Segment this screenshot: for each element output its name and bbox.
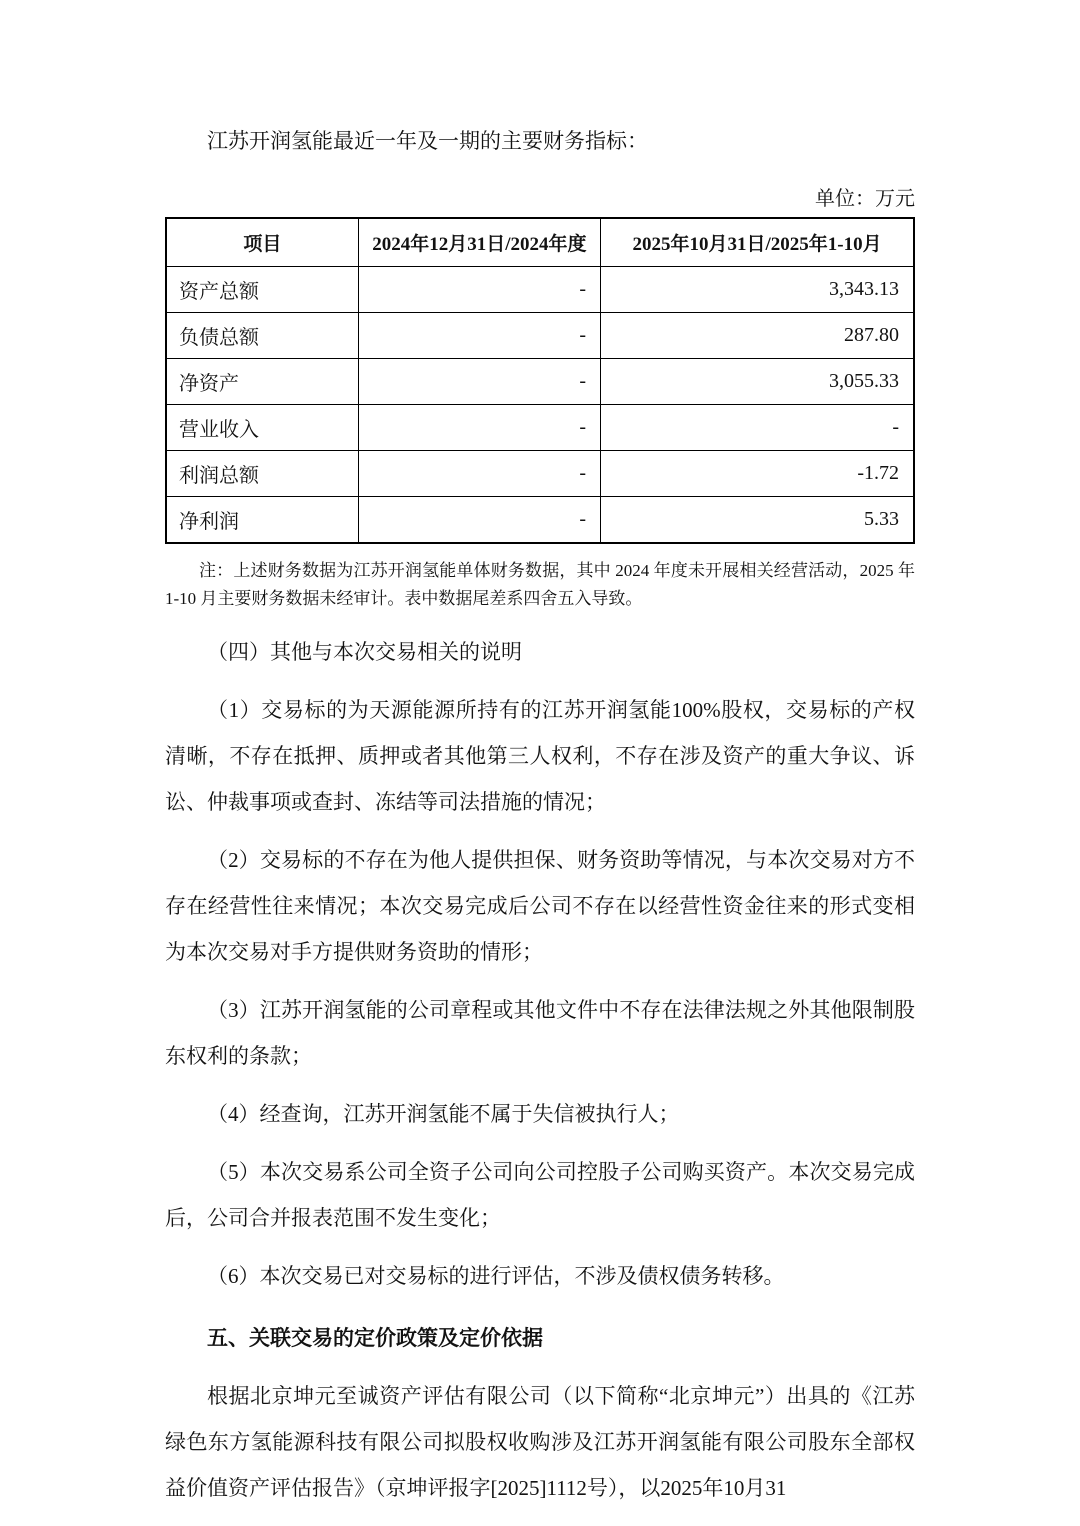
cell-2024: - [358,267,600,313]
cell-2025: 287.80 [601,313,914,359]
col-header-2024: 2024年12月31日/2024年度 [358,218,600,267]
section4-paragraph-6: （6）本次交易已对交易标的进行评估，不涉及债权债务转移。 [207,1264,785,1288]
cell-2025: 5.33 [601,497,914,544]
section5-paragraph: 根据北京坤元至诚资产评估有限公司（以下简称“北京坤元”）出具的《江苏绿色东方氢能源科技有限公司拟股权收购涉及江苏开润氢能有限公司股东全部权益价值资产评估报告》（京坤评报字[2025]1112号），以2025年10月31 [165,1384,915,1500]
table-row [166,313,914,359]
section5-heading: 五、关联交易的定价政策及定价依据 [207,1326,543,1350]
row-label: 利润总额 [166,451,358,497]
section4-paragraph-1: （1）交易标的为天源能源所持有的江苏开润氢能100%股权，交易标的产权清晰，不存在抵押、质押或者其他第三人权利，不存在涉及资产的重大争议、诉讼、仲裁事项或查封、冻结等司法措施的情况； [165,698,915,814]
table-row [166,359,914,405]
table-row [166,497,914,544]
row-label: 负债总额 [166,313,358,359]
cell-2025: 3,055.33 [601,359,914,405]
col-header-2025: 2025年10月31日/2025年1-10月 [601,218,914,267]
row-label: 净资产 [166,359,358,405]
section4-paragraph-3: （3）江苏开润氢能的公司章程或其他文件中不存在法律法规之外其他限制股东权利的条款； [165,998,915,1068]
intro-text: 江苏开润氢能最近一年及一期的主要财务指标： [207,129,648,153]
section4-paragraph-5: （5）本次交易系公司全资子公司向公司控股子公司购买资产。本次交易完成后，公司合并报表范围不发生变化； [165,1160,915,1230]
section4-heading: （四）其他与本次交易相关的说明 [207,640,522,664]
cell-2025: 3,343.13 [601,267,914,313]
unit-label: 单位：万元 [815,188,915,210]
table-row [166,451,914,497]
cell-2024: - [358,359,600,405]
table-row [166,267,914,313]
financial-indicators-table [165,217,915,544]
cell-2024: - [358,451,600,497]
col-header-item: 项目 [166,218,358,267]
cell-2024: - [358,497,600,544]
row-label: 资产总额 [166,267,358,313]
section4-paragraph-2: （2）交易标的不存在为他人提供担保、财务资助等情况，与本次交易对方不存在经营性往来情况；本次交易完成后公司不存在以经营性资金往来的形式变相为本次交易对手方提供财务资助的情形； [165,848,915,964]
cell-2024: - [358,313,600,359]
table-row [166,405,914,451]
row-label: 净利润 [166,497,358,544]
table-footnote: 注：上述财务数据为江苏开润氢能单体财务数据，其中 2024 年度未开展相关经营活动，2025 年 1-10 月主要财务数据未经审计。表中数据尾差系四舍五入导致。 [165,561,915,608]
table-header-row [166,218,914,267]
cell-2024: - [358,405,600,451]
section4-paragraph-4: （4）经查询，江苏开润氢能不属于失信被执行人； [207,1102,680,1126]
cell-2025: -1.72 [601,451,914,497]
row-label: 营业收入 [166,405,358,451]
cell-2025: - [601,405,914,451]
